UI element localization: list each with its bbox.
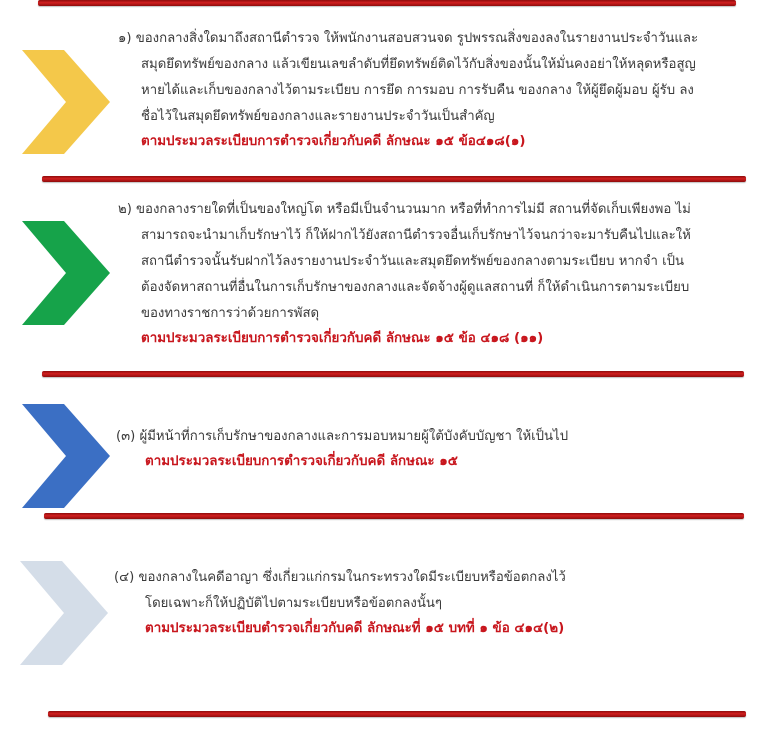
section-4-line-1: (๔) ของกลางในคดีอาญา ซึ่งเกี่ยวแก่กรมในกระทรวงใดมีระเบียบหรือข้อตกลงไว้ [114,570,566,585]
section-1-line-2: สมุดยึดทรัพย์ของกลาง แล้วเขียนเลขลำดับที่ยึดทรัพย์ติดไว้กับสิ่งของนั้นให้มั่นคงอย่าให้หลุดหรือสูญ [141,57,696,72]
section-2-line-4: ต้องจัดหาสถานที่อื่นในการเก็บรักษาของกลางและจัดจ้างผู้ดูแลสถานที่ ก็ให้ดำเนินการตามระเบียบ [141,280,690,295]
section-4-line-2: โดยเฉพาะก็ให้ปฏิบัติไปตามระเบียบหรือข้อตกลงนั้นๆ [145,596,442,611]
section-2-line-3: สถานีตำรวจนั้นรับฝากไว้ลงรายงานประจำวันและสมุดยึดทรัพย์ของกลางตามระเบียบ หากจำ เป็น [141,254,684,269]
section-3-reference: ตามประมวลระเบียบการตำรวจเกี่ยวกับคดี ลักษณะ ๑๕ [145,454,458,469]
section-2-reference: ตามประมวลระเบียบการตำรวจเกี่ยวกับคดี ลักษณะ ๑๕ ข้อ ๔๑๘ (๑๑) [141,331,544,346]
section-1-reference: ตามประมวลระเบียบการตำรวจเกี่ยวกับคดี ลักษณะ ๑๕ ข้อ๔๑๘(๑) [141,134,526,149]
section-4-reference: ตามประมวลระเบียบตำรวจเกี่ยวกับคดี ลักษณะที่ ๑๕ บทที่ ๑ ข้อ ๔๑๔(๒) [145,621,565,636]
chevron-arrow-icon-blue [20,404,112,508]
chevron-arrow-icon-yellow [20,50,112,154]
section-1-line-3: หายได้และเก็บของกลางไว้ตามระเบียบ การยึด การมอบ การรับคืน ของกลาง ให้ผู้ยึดผู้มอบ ผู้รับ ลง [141,83,694,98]
section-1 [118,26,698,154]
section-4 [114,565,566,641]
section-2-line-5: ของทางราชการว่าด้วยการพัสดุ [141,306,320,321]
chevron-arrow-icon-green [20,221,112,325]
section-3 [116,424,568,474]
section-2 [118,197,691,351]
section-1-line-1: ๑) ของกลางสิ่งใดมาถึงสถานีตำรวจ ให้พนักงานสอบสวนจด รูปพรรณสิ่งของลงในรายงานประจำวันและ [118,31,699,46]
divider-rule-1 [42,176,746,182]
chevron-arrow-icon-gray [18,561,110,665]
section-3-line-1: (๓) ผู้มีหน้าที่การเก็บรักษาของกลางและการมอบหมายผู้ใต้บังคับบัญชา ให้เป็นไป [116,429,569,444]
section-2-line-2: สามารถจะนำมาเก็บรักษาไว้ ก็ให้ฝากไว้ยังสถานีตำรวจอื่นเก็บรักษาไว้จนกว่าจะมารับคืนไปและให้ [141,228,691,243]
section-1-line-4: ชื่อไว้ในสมุดยึดทรัพย์ของกลางและรายงานประจำวันเป็นสำคัญ [141,109,495,124]
section-2-line-1: ๒) ของกลางรายใดที่เป็นของใหญ่โต หรือมีเป็นจำนวนมาก หรือที่ทำการไม่มี สถานที่จัดเก็บเพียงพอ ไม่ [118,202,691,217]
divider-rule-3 [44,513,744,519]
divider-rule-4 [48,711,746,717]
divider-rule-2 [42,371,744,377]
divider-rule-top [38,0,736,6]
